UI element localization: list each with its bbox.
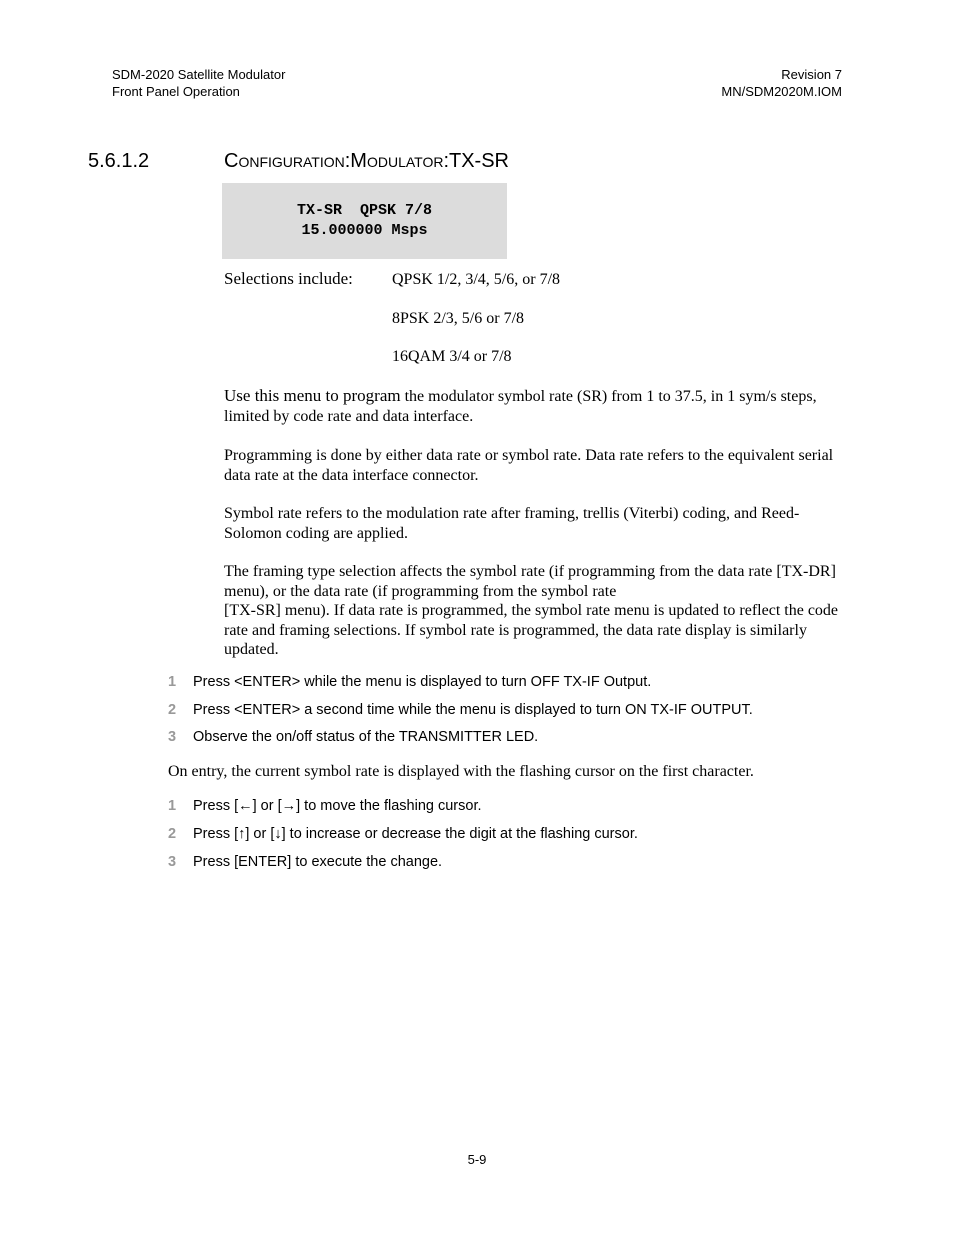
section-heading	[88, 150, 509, 173]
section-number: 5.6.1.2	[88, 150, 150, 172]
step-item	[168, 729, 538, 745]
step-item	[168, 854, 442, 870]
step-text: Press [↑] or [↓] to increase or decrease the digit at the flashing cursor.	[193, 826, 638, 842]
header-revision: Revision 7	[781, 67, 842, 82]
page-header-right	[721, 67, 842, 100]
intro-rest: the modulator symbol rate (SR) from 1 to 37.5, in 1 sym/s steps, limited by code rate and data interface.	[224, 388, 817, 425]
symbol-rate-paragraph: Symbol rate refers to the modulation rate after framing, trellis (Viterbi) coding, and Reed-Solomon coding are applied.	[224, 505, 800, 542]
framing-paragraph-part-1: The framing type selection affects the symbol rate (if programming from the data rate [TX-DR] menu), or the data rate (if programming from the symbol rate	[224, 563, 836, 600]
page-number: 5-9	[467, 1152, 487, 1167]
selection-item: 8PSK 2/3, 5/6 or 7/8	[392, 310, 525, 327]
step-number: 2	[168, 702, 177, 718]
framing-paragraph	[224, 562, 844, 660]
selections-label: Selections include:	[224, 269, 353, 288]
step-text: Observe the on/off status of the TRANSMITTER LED.	[193, 729, 539, 745]
step-item	[168, 798, 482, 814]
page-header-left	[112, 67, 285, 100]
step-item	[168, 826, 638, 842]
step-text: Press <ENTER> a second time while the menu is displayed to turn ON TX-IF OUTPUT.	[193, 702, 753, 718]
step-item	[168, 674, 651, 690]
step-number: 1	[168, 674, 177, 690]
on-entry-paragraph: On entry, the current symbol rate is displayed with the flashing cursor on the first character.	[168, 763, 754, 780]
section-title: Configuration:Modulator:TX-SR	[224, 150, 510, 172]
step-text: Press [ENTER] to execute the change.	[193, 854, 443, 870]
selection-item: QPSK 1/2, 3/4, 5/6, or 7/8	[392, 271, 561, 288]
step-number: 1	[168, 798, 177, 814]
lcd-display	[222, 183, 507, 259]
selection-item: 16QAM 3/4 or 7/8	[392, 348, 512, 365]
lcd-line-1: TX-SR QPSK 7/8	[296, 202, 433, 219]
data-rate-paragraph: Programming is done by either data rate or symbol rate. Data rate refers to the equivalent serial data rate at the data interface connector.	[224, 447, 834, 484]
header-chapter-title: Front Panel Operation	[112, 83, 240, 99]
step-item	[168, 702, 753, 718]
header-product-title: SDM-2020 Satellite Modulator	[112, 67, 286, 82]
framing-paragraph-part-2: [TX-SR] menu). If data rate is programmed, the symbol rate menu is updated to reflect the code rate and framing selections. If symbol rate is programmed, the data rate display is similarly updated.	[224, 602, 839, 658]
step-number: 2	[168, 826, 177, 842]
step-number: 3	[168, 854, 177, 870]
lcd-line-2: 15.000000 Msps	[301, 222, 428, 239]
header-document-number: MN/SDM2020M.IOM	[721, 83, 842, 99]
intro-lead: Use this menu to program	[224, 386, 401, 405]
step-number: 3	[168, 729, 177, 745]
intro-paragraph	[224, 386, 844, 426]
step-text: Press <ENTER> while the menu is displayed to turn OFF TX-IF Output.	[193, 674, 652, 690]
step-text: Press [←] or [→] to move the flashing cursor.	[193, 798, 482, 814]
